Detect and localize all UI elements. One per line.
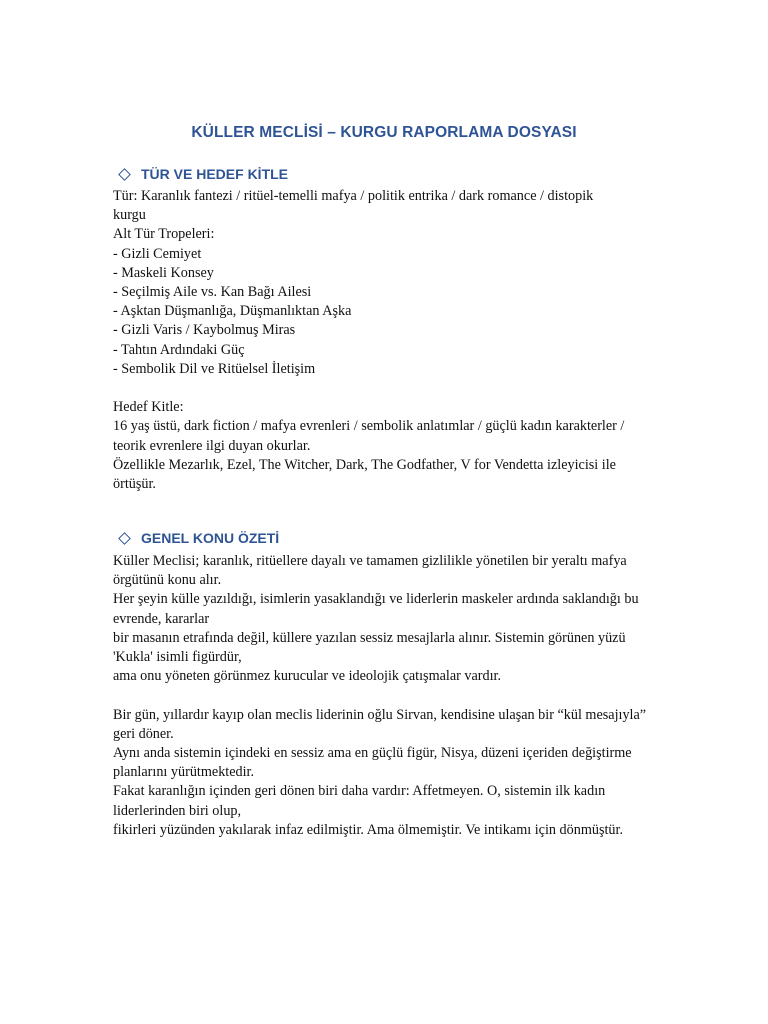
text-line: Aynı anda sistemin içindeki en sessiz ama en güçlü figür, Nisya, düzeni içeriden değiştirme bbox=[113, 745, 632, 762]
text-line: kurgu bbox=[113, 207, 146, 224]
section-body-summary bbox=[113, 552, 673, 840]
text-line: - Seçilmiş Aile vs. Kan Bağı Ailesi bbox=[113, 284, 312, 301]
blank-line bbox=[113, 379, 673, 398]
blank-line bbox=[113, 686, 673, 705]
text-line: Özellikle Mezarlık, Ezel, The Witcher, Dark, The Godfather, V for Vendetta izleyicisi ile bbox=[113, 456, 616, 473]
text-line: - Gizli Varis / Kaybolmuş Miras bbox=[113, 322, 296, 339]
text-line: teorik evrenlere ilgi duyan okurlar. bbox=[113, 437, 311, 454]
text-line: planlarını yürütmektedir. bbox=[113, 764, 255, 781]
text-line: Tür: Karanlık fantezi / ritüel-temelli mafya / politik entrika / dark romance / distopik bbox=[113, 188, 594, 204]
section-body-genre bbox=[113, 187, 673, 494]
text-line: bir masanın etrafında değil, küllere yazılan sessiz mesajlarla alınır. Sistemin görünen yüzü bbox=[113, 629, 626, 646]
section-heading-label: TÜR VE HEDEF KİTLE bbox=[141, 166, 289, 182]
text-line: Bir gün, yıllardır kayıp olan meclis liderinin oğlu Sirvan, kendisine ulaşan bir “kül mesajıyla” bbox=[113, 706, 647, 723]
text-line: - Tahtın Ardındaki Güç bbox=[113, 341, 245, 358]
section-heading-summary bbox=[118, 530, 279, 546]
section-heading-genre bbox=[118, 166, 288, 182]
text-line: - Aşktan Düşmanlığa, Düşmanlıktan Aşka bbox=[113, 303, 352, 320]
text-line: Alt Tür Tropeleri: bbox=[113, 226, 215, 243]
diamond-bullet-icon bbox=[118, 168, 131, 181]
text-line: Fakat karanlığın içinden geri dönen biri daha vardır: Affetmeyen. O, sistemin ilk kadın bbox=[113, 783, 606, 800]
text-line: ama onu yöneten görünmez kurucular ve ideolojik çatışmalar vardır. bbox=[113, 668, 502, 685]
section-heading-label: GENEL KONU ÖZETİ bbox=[141, 530, 280, 546]
text-line: Hedef Kitle: bbox=[113, 399, 184, 416]
text-line: fikirleri yüzünden yakılarak infaz edilmiştir. Ama ölmemiştir. Ve intikamı için dönmüştür. bbox=[113, 821, 623, 838]
document-title: KÜLLER MECLİSİ – KURGU RAPORLAMA DOSYASI bbox=[191, 124, 577, 141]
text-line: 'Kukla' isimli figürdür, bbox=[113, 649, 242, 666]
text-line: - Gizli Cemiyet bbox=[113, 245, 202, 262]
diamond-bullet-icon bbox=[118, 532, 131, 545]
text-line: geri döner. bbox=[113, 725, 174, 742]
text-line: liderlerinden biri olup, bbox=[113, 802, 242, 819]
text-line: - Sembolik Dil ve Ritüelsel İletişim bbox=[113, 360, 316, 377]
text-line: 16 yaş üstü, dark fiction / mafya evrenleri / sembolik anlatımlar / güçlü kadın karakterler / bbox=[113, 418, 625, 435]
text-line: Küller Meclisi; karanlık, ritüellere dayalı ve tamamen gizlilikle yönetilen bir yeraltı mafya bbox=[113, 553, 627, 569]
text-line: Her şeyin külle yazıldığı, isimlerin yasaklandığı ve liderlerin maskeler ardında saklandığı bu bbox=[113, 591, 639, 608]
text-line: örgütünü konu alır. bbox=[113, 572, 222, 589]
text-line: örtüşür. bbox=[113, 476, 156, 493]
text-line: evrende, kararlar bbox=[113, 610, 210, 627]
text-line: - Maskeli Konsey bbox=[113, 264, 214, 281]
